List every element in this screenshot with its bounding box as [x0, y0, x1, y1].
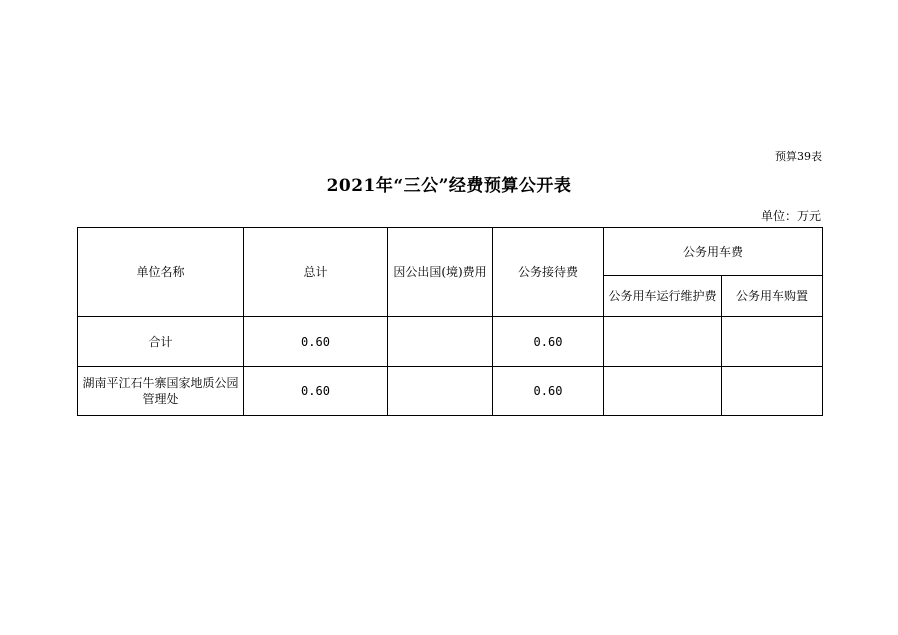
- cell-total: 0.60: [244, 367, 388, 416]
- cell-reception: 0.60: [493, 317, 604, 367]
- table-row: [78, 367, 823, 416]
- header-total: 总计: [244, 228, 388, 317]
- header-vehicle-purchase: 公务用车购置: [722, 276, 823, 317]
- header-vehicle-operation: 公务用车运行维护费: [604, 276, 722, 317]
- form-number: 预算39表: [775, 150, 822, 163]
- header-overseas: 因公出国(境)费用: [388, 228, 493, 317]
- cell-unit-name: 合计: [78, 317, 244, 367]
- unit-label: 单位：万元: [760, 209, 821, 223]
- header-reception: 公务接待费: [493, 228, 604, 317]
- header-row-1: [78, 228, 823, 276]
- budget-table: [77, 227, 823, 416]
- table-row: [78, 317, 823, 367]
- cell-vehicle-purchase: [722, 367, 823, 416]
- cell-vehicle-operation: [604, 317, 722, 367]
- cell-overseas: [388, 317, 493, 367]
- cell-vehicle-operation: [604, 367, 722, 416]
- header-vehicle-group: 公务用车费: [604, 228, 823, 276]
- page-title: 2021年“三公”经费预算公开表: [326, 176, 572, 196]
- cell-vehicle-purchase: [722, 317, 823, 367]
- cell-reception: 0.60: [493, 367, 604, 416]
- cell-total: 0.60: [244, 317, 388, 367]
- header-unit-name: 单位名称: [78, 228, 244, 317]
- cell-unit-name: 湖南平江石牛寨国家地质公园管理处: [78, 367, 244, 416]
- cell-overseas: [388, 367, 493, 416]
